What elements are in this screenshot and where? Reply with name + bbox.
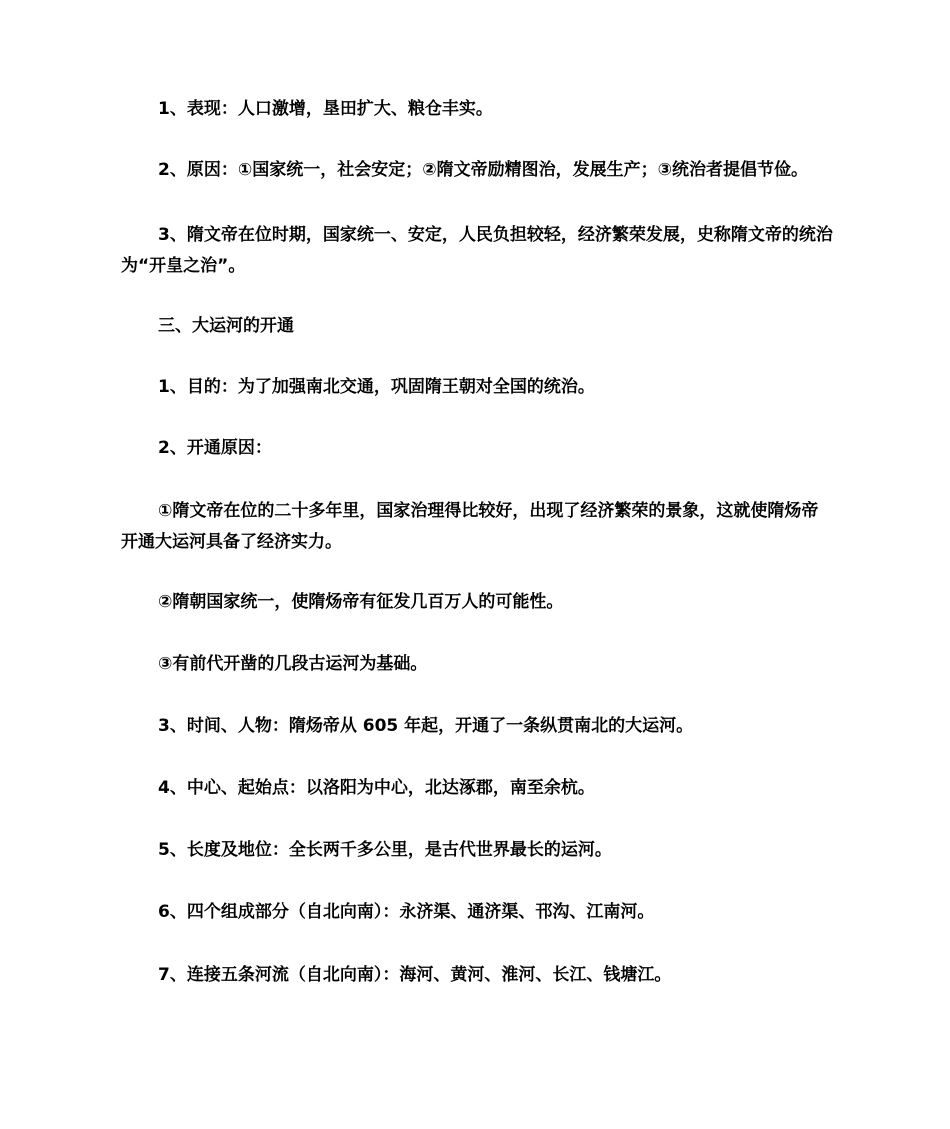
paragraph-four-sections: 6、四个组成部分（自北向南）：永济渠、通济渠、邗沟、江南河。	[158, 902, 655, 922]
paragraph-reason-economy: ①隋文帝在位的二十多年里，国家治理得比较好，出现了经济繁荣的景象，这就使隋炀帝开通大运河具备了经济实力。	[121, 501, 819, 552]
paragraph-prosperity-causes: 2、原因：①国家统一，社会安定；②隋文帝励精图治，发展生产；③统治者提倡节俭。	[158, 160, 809, 180]
paragraph-reason-unification: ②隋朝国家统一，使隋炀帝有征发几百万人的可能性。	[158, 592, 564, 612]
paragraph-canal-reasons-heading: 2、开通原因：	[158, 438, 272, 458]
paragraph-five-rivers: 7、连接五条河流（自北向南）：海河、黄河、淮河、长江、钱塘江。	[158, 965, 672, 985]
paragraph-prosperity-signs: 1、表现：人口激增，垦田扩大、粮仓丰实。	[158, 99, 493, 119]
paragraph-canal-purpose: 1、目的：为了加强南北交通，巩固隋王朝对全国的统治。	[158, 377, 595, 397]
paragraph-length-status: 5、长度及地位：全长两千多公里，是古代世界最长的运河。	[158, 840, 612, 860]
paragraph-kaihuang-rule: 3、隋文帝在位时期，国家统一、安定，人民负担较轻，经济繁荣发展，史称隋文帝的统治为“开皇之治”。	[121, 225, 833, 276]
paragraph-center-endpoints: 4、中心、起始点：以洛阳为中心，北达涿郡，南至余杭。	[158, 778, 595, 798]
paragraph-reason-ancient-canals: ③有前代开凿的几段古运河为基础。	[158, 654, 428, 674]
section-heading-grand-canal: 三、大运河的开通	[158, 316, 294, 336]
paragraph-time-person: 3、时间、人物：隋炀帝从 605 年起，开通了一条纵贯南北的大运河。	[158, 716, 694, 736]
